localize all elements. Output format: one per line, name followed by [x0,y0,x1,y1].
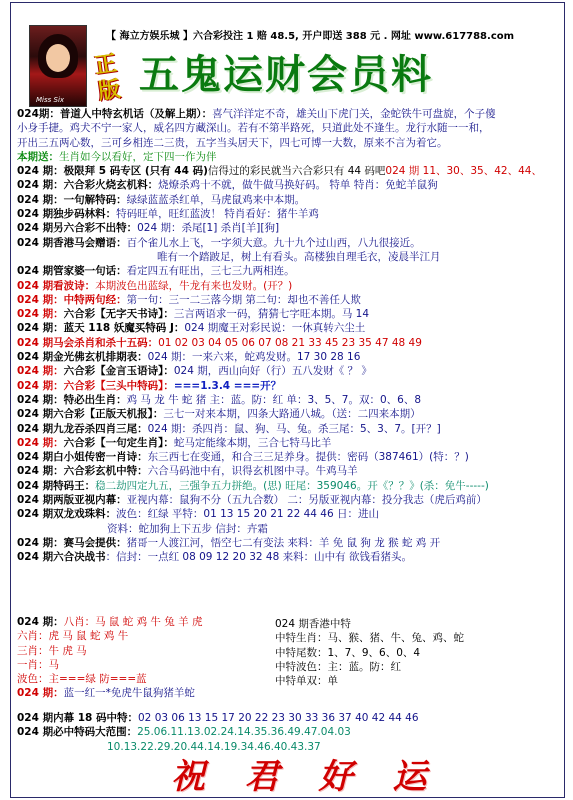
line-25: 024 期：六合彩玄机中特：六合马码池中有，识得玄机图中寻。牛鸡马羊 [17,465,358,478]
line-17: 024 期金光佛玄机排期表：024 期：一来六来，蛇鸡发财。17 30 28 16 [17,351,361,364]
line-16: 024 期马会杀肖和杀十五码：01 02 03 04 05 06 07 08 21 33 45 23 35 47 48 49 [17,336,422,349]
portrait-image [29,25,87,107]
line-10: 唯有一个踏跛足，树上有看头。高楼独自理毛衣，凌晨半江月 [157,250,441,263]
line-24: 024 期白小姐传密一肖诗：东三西七在变通，和合三三足养身。提供：密码（387461）(特：？) [17,451,469,464]
line-0: 024期：普道人中特玄机话（及解上期）：喜气洋洋定不奇，雄关山下虎门关，金蛇铁牛可盘旋，个子傻 [17,108,496,120]
line-5: 024 期：六合彩火烧玄机料：烧燎杀鸡十不就，做牛做马换好码。 特单 特肖：免蛇羊鼠狗 [17,179,438,192]
header [11,3,564,113]
blessing-text: 祝 君 好 运 [171,757,441,797]
page-title: 五鬼运财会员料 [139,51,433,98]
line-27: 024 期两版亚视内幕：亚视内幕：鼠狗不分（五九合数） 二：另版亚视内幕：投分我志（虎后鸡前） [17,494,487,507]
line-28: 024 期双龙戏珠料：波色：红绿 平特：01 13 15 20 21 22 44 46 日：进山 [17,508,380,521]
line-20: 024 期：特必出生肖：鸡 马 龙 牛 蛇 猪 主：蓝。防：红 单：3、5、7。双：0、6、8 [17,393,422,406]
line-31: 024 期六合决战书：信封：一点红 08 09 12 20 32 48 来料：山中有 欲钱看猪头。 [17,551,412,564]
line-18: 024 期：六合彩【金言玉语诗】：024 期，西山向好（行）五八发财《 ？ 》 [17,365,372,378]
number-ranges: 024 期内幕 18 码中特：02 03 06 13 15 17 20 22 23 30 33 36 37 40 42 44 46 024 期必中特码大范围：25.06.11.13.02.24.14.35.36.49.47.04.03 10.13.22.29.20.44.14.19.34.46.40.43.37 [17,712,419,753]
zheng-logo: 正版 [92,50,123,105]
main-content [17,107,557,565]
line-21: 024 期六合彩【正版天机报】：三七一对来本期，四条大路通八城。（送：二四来本期） [17,408,421,421]
line-1: 小身手捷。鸡犬不宁一家人，威名四方藏深山。若有不第半路死，只道此处不逢生。龙行水随一一和， [17,122,490,135]
line-8: 024 期另六合彩不出特：024 期：杀尾[1] 杀肖[羊][狗] [17,222,280,235]
line-23: 024 期：六合彩【一句定生肖】：蛇马定能缘本期，三合七特马比羊 [17,436,332,449]
line-13: 024 期：中特两句经：第一句：三一二三落今期 第二句：却也不善任人欺 [17,293,361,306]
line-22: 024 期九龙吞杀四肖三尾：024 期：杀四肖：鼠、狗、马、兔。杀三尾：5、3、7。[开？] [17,422,441,435]
line-15: 024 期：蓝天 118 妖魔买特码 J：024 期魔王对彩民说：一休真转六尘土 [17,322,366,335]
zodiac-picks: 024 期：八肖：马 鼠 蛇 鸡 牛 兔 羊 虎 六肖：虎 马 鼠 蛇 鸡 牛 三肖：牛 虎 马 一肖：马 波色：主===绿 防===蓝 024 期：蓝一红一*免虎牛鼠狗猪羊蛇 [17,616,203,700]
portrait-caption: Miss Six [36,96,65,104]
line-7: 024 期独步码林料：特码旺单，旺红蓝波！ 特肖看好：猪牛羊鸡 [17,208,319,221]
line-4: 024 期：极限拜 5 码专区 (只有 44 码)信得过的彩民就当六合彩只有 44 码吧024 期 11、30、35、42、44、 [17,165,542,178]
line-12: 024 期看波诗：本期波色出蓝绿，牛龙有来也发财。(开？) [17,279,293,292]
hk-special-box: 024 期香港中特 中特生肖：马、猴、猪、牛、兔、鸡、蛇 中特尾数：1、7、9、6、0、4 中特波色：主：蓝。防：红 中特单双：单 [275,618,464,688]
line-26: 024 期特码王：稳二劫四定九五，三强争五力拼绝。(思) 旺尾：359046。开《？？》(杀：免牛-----) [17,479,489,492]
line-6: 024 期：一句解特码：绿绿蓝蓝杀红单，马虎鼠鸡来中本期。 [17,193,306,206]
document-page [10,2,565,798]
line-2: 开出三五两心数，三可乡相连二三贵，五字当头居天下，四七可博一大数，原来不言为着它。 [17,136,448,149]
line-19: 024 期：六合彩【三头中特码】：===1.3.4 ===开？ [17,379,282,392]
line-11: 024 期管家婆一句话：看定四五有旺出，三七三九两相连。 [17,265,295,278]
line-30: 024 期：赛马会提供：猪哥一人渡江河，悟空七二有变法 来料：羊 免 鼠 狗 龙 猴 蛇 鸡 开 [17,536,441,549]
line-14: 024 期：六合彩【无字天书诗】：三言两语求一码，猜猜七字旺本期。马 14 [17,308,370,321]
line-29: 资料：蛇加狗上下五步 信封：卉霜 [107,522,268,535]
line-3: 本期送：生肖如今以看好，定下四一作为伴 [17,150,217,163]
prediction-block [17,615,557,715]
header-promo-line: 【 海立方娱乐城 】六合彩投注 1 赔 48.5, 开户即送 388 元 . 网址 www.617788.com [106,31,515,42]
line-9: 024 期香港马会赠语：百个雀儿水上飞，一字须大意。九十九个过山西，八九很接近。 [17,236,421,249]
